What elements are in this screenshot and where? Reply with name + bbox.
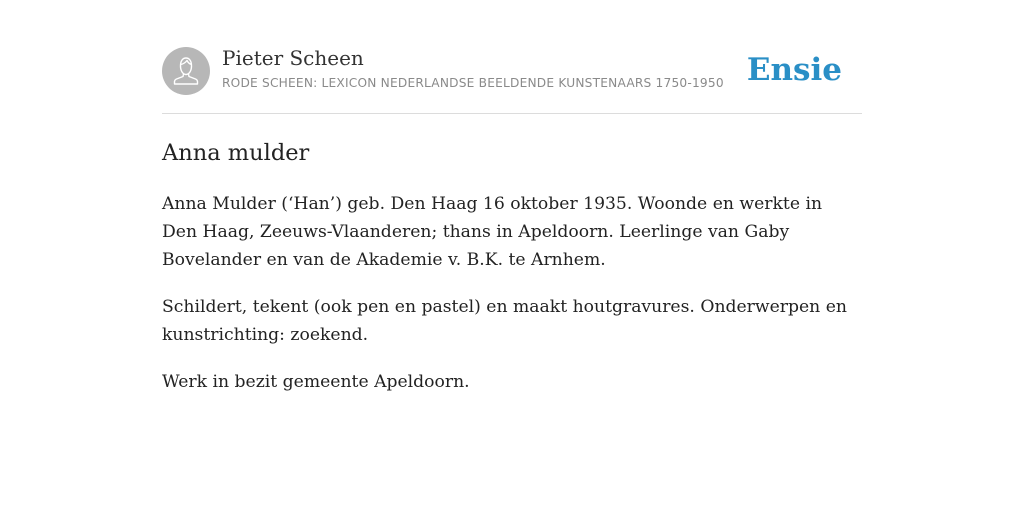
author-name-link[interactable]: Pieter Scheen [222, 46, 364, 70]
article-paragraph: Anna Mulder (‘Han’) geb. Den Haag 16 oktober 1935. Woonde en werkte in Den Haag, Zeeuws-Vlaanderen; thans in Apeldoorn. Leerlinge van Gaby Bovelander en van de Akademie v. B.K. te Arnhem. [162, 194, 823, 270]
article-body [162, 190, 862, 415]
author-avatar[interactable] [162, 47, 210, 95]
page-header [162, 46, 862, 114]
ensie-logo[interactable]: Ensie [746, 52, 842, 88]
article-paragraph: Schildert, tekent (ook pen en pastel) en maakt houtgravures. Onderwerpen en kunstrichting: zoekend. [162, 297, 847, 345]
source-title-link[interactable]: RODE SCHEEN: LEXICON NEDERLANDSE BEELDENDE KUNSTENAARS 1750-1950 [222, 76, 724, 90]
article-title: Anna mulder [162, 140, 310, 166]
article-paragraph: Werk in bezit gemeente Apeldoorn. [162, 372, 470, 392]
user-silhouette-icon [162, 47, 210, 95]
